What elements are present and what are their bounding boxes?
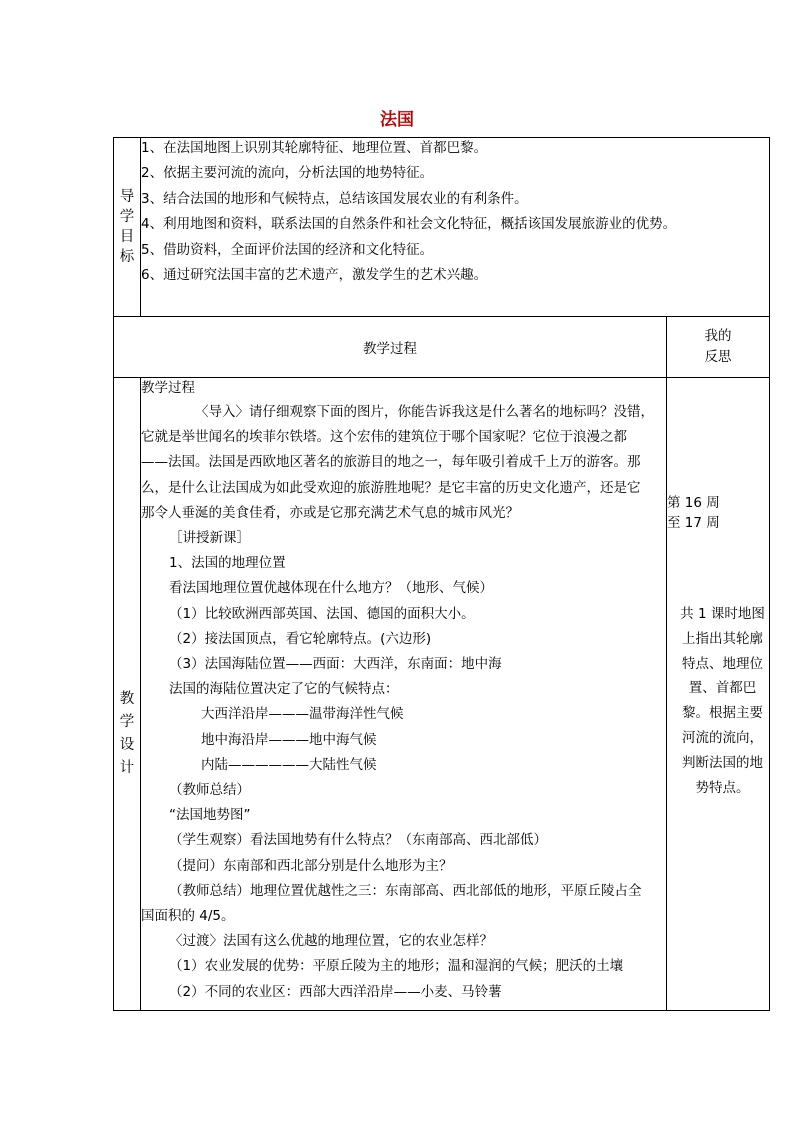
- design-line: 看法国地理位置优越体现在什么地方？（地形、气候）: [169, 580, 493, 597]
- goal-item: 6、通过研究法国丰富的艺术遗产，激发学生的艺术兴趣。: [141, 266, 488, 283]
- page-title: 法国: [380, 110, 414, 130]
- design-line: 那令人垂涎的美食佳肴，亦或是它那充满艺术气息的城市风光？: [141, 504, 519, 521]
- design-line: 国面积的 4/5。: [141, 908, 235, 925]
- header-row: [114, 317, 770, 378]
- design-row: [114, 378, 770, 1011]
- design-line: （提问）东南部和西北部分别是什么地形为主？: [169, 857, 453, 874]
- week-range: [667, 493, 769, 533]
- goals-label-char: 目: [119, 229, 135, 245]
- design-line: ［讲授新课］: [169, 530, 250, 547]
- goal-item: 3、结合法国的地形和气候特点，总结该国发展农业的有利条件。: [141, 190, 528, 207]
- goals-label-char: 学: [119, 209, 135, 225]
- design-line: 〈过渡〉法国有这么优越的地理位置，它的农业怎样？: [169, 933, 493, 950]
- goal-item: 4、利用地图和资料，联系法国的自然条件和社会文化特征，概括该国发展旅游业的优势。: [141, 216, 677, 233]
- reflection-header-line: 反思: [704, 349, 732, 365]
- design-label-char: 计: [119, 760, 135, 776]
- lesson-plan-table: [113, 137, 770, 1011]
- design-line: （2）不同的农业区：西部大西洋沿岸——小麦、马铃薯: [169, 983, 502, 1000]
- design-line: （2）接法国顶点，看它轮廓特点。(六边形): [169, 630, 432, 647]
- goal-item: 2、依据主要河流的流向，分析法国的地势特征。: [141, 165, 434, 182]
- design-line: （教师总结）地理位置优越性之三：东南部高、西北部低的地形，平原丘陵占全: [169, 882, 642, 899]
- design-line: （1）农业发展的优势：平原丘陵为主的地形；温和湿润的气候；肥沃的土壤: [169, 958, 624, 975]
- design-line: 1、法国的地理位置: [169, 555, 286, 572]
- reflection-header: [667, 317, 770, 378]
- design-line: 大西洋沿岸———温带海洋性气候: [201, 706, 404, 723]
- design-line: 内陆——————大陆性气候: [201, 756, 377, 773]
- design-line: ——法国。法国是西欧地区著名的旅游目的地之一，每年吸引着成千上万的游客。那: [141, 454, 641, 471]
- goal-item: 1、在法国地图上识别其轮廓特征、地理位置、首都巴黎。: [141, 140, 488, 156]
- design-line: 法国的海陆位置决定了它的气候特点：: [169, 681, 399, 698]
- goals-label-char: 导: [119, 189, 135, 205]
- process-header: 教学过程: [114, 317, 667, 378]
- design-line: （学生观察）看法国地势有什么特点？（东南部高、西北部低）: [169, 832, 547, 849]
- design-label: [119, 688, 135, 780]
- design-label-char: 学: [119, 714, 135, 730]
- design-line: 地中海沿岸———地中海气候: [201, 731, 377, 748]
- design-label-char: 设: [119, 737, 135, 753]
- goals-label-cell: [114, 138, 141, 317]
- design-line: 么，是什么让法国成为如此受欢迎的旅游胜地呢？是它丰富的历史文化遗产，还是它: [141, 479, 641, 496]
- design-line: “法国地势图”: [169, 807, 251, 824]
- design-line: （1）比较欧洲西部英国、法国、德国的面积大小。: [169, 605, 475, 622]
- goals-row: [114, 138, 770, 317]
- reflection-cell: [667, 378, 770, 1011]
- design-line: （3）法国海陆位置——西面：大西洋，东南面：地中海: [169, 656, 502, 673]
- goals-list: [141, 138, 770, 317]
- design-line: 〈导入〉请仔细观察下面的图片，你能告诉我这是什么著名的地标吗？没错，: [195, 404, 654, 420]
- week-start: 第 16 周: [667, 495, 720, 511]
- design-line: 它就是举世闻名的埃菲尔铁塔。这个宏伟的建筑位于哪个国家呢？它位于浪漫之都: [141, 429, 627, 446]
- design-line: （教师总结）: [169, 782, 250, 799]
- design-content: [141, 378, 667, 1011]
- design-label-char: 教: [119, 691, 135, 707]
- goals-label-char: 标: [119, 249, 135, 265]
- design-label-cell: [114, 378, 141, 1011]
- goal-item: 5、借助资料，全面评价法国的经济和文化特征。: [141, 241, 434, 258]
- reflection-header-line: 我的: [704, 328, 732, 344]
- goals-label: [119, 187, 135, 267]
- week-end: 至 17 周: [667, 515, 720, 531]
- reflection-note: 共 1 课时地图上指出其轮廓特点、地理位置、首都巴黎。根据主要河流的流向，判断法国的地势特点。: [680, 606, 765, 796]
- design-line: 教学过程: [141, 380, 195, 396]
